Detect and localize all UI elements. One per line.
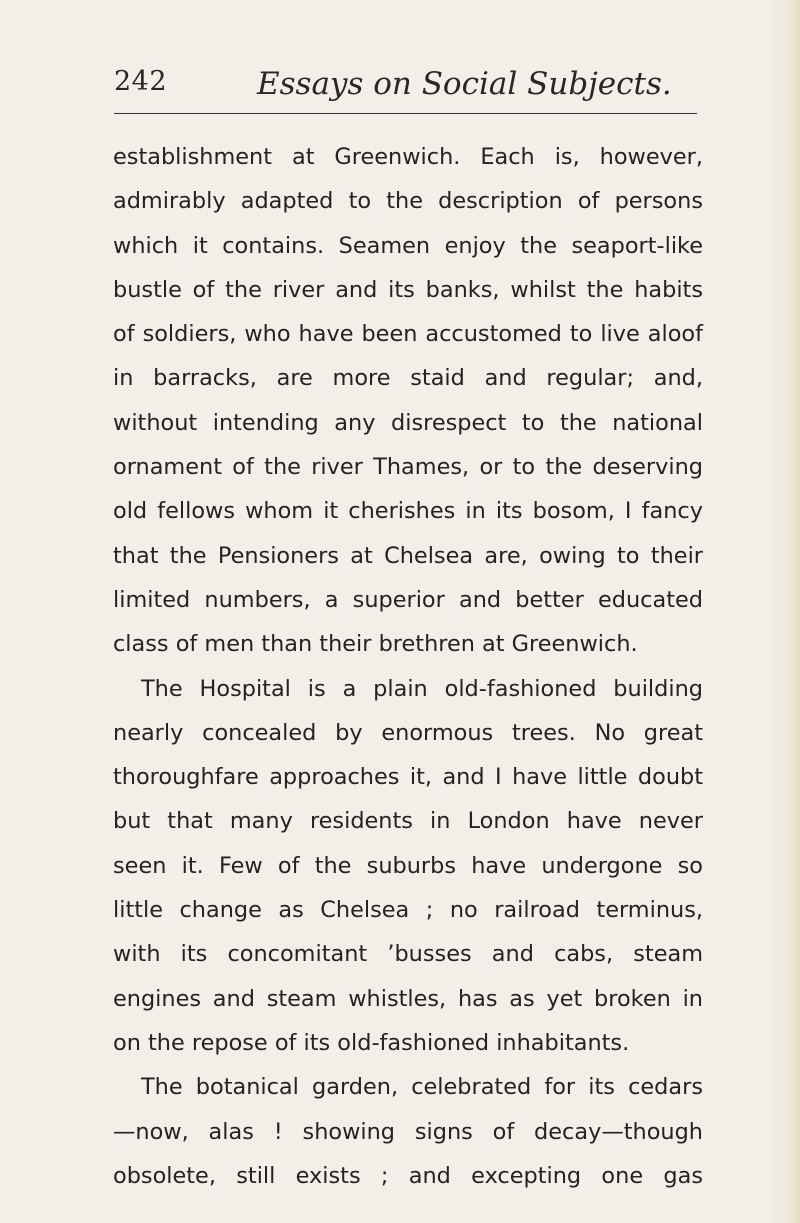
body-text	[113, 135, 703, 1198]
text-line: seen it. Few of the suburbs have undergone so	[113, 852, 703, 879]
text-line: little change as Chelsea ; no railroad terminus,	[113, 897, 703, 924]
page-header	[0, 66, 800, 106]
text-line: nearly concealed by enormous trees. No great	[113, 719, 703, 746]
text-line: obsolete, still exists ; and excepting one gas	[113, 1162, 703, 1189]
page-number: 242	[114, 66, 168, 97]
text-line: ornament of the river Thames, or to the deserving	[113, 454, 703, 481]
text-line: old fellows whom it cherishes in its bosom, I fancy	[113, 498, 703, 525]
text-line: in barracks, are more staid and regular; and,	[113, 365, 703, 392]
text-line: without intending any disrespect to the national	[113, 409, 703, 436]
text-line: class of men than their brethren at Greenwich.	[113, 631, 638, 658]
text-line: limited numbers, a superior and better educated	[113, 586, 703, 613]
text-line: thoroughfare approaches it, and I have little doubt	[113, 764, 703, 791]
header-rule	[114, 113, 697, 114]
text-line: bustle of the river and its banks, whilst the habits	[113, 276, 703, 303]
text-line: engines and steam whistles, has as yet broken in	[113, 985, 703, 1012]
text-line: —now, alas ! showing signs of decay—though	[113, 1118, 703, 1145]
text-line: of soldiers, who have been accustomed to live aloof	[113, 321, 703, 348]
text-line: with its concomitant ’busses and cabs, steam	[113, 941, 703, 968]
text-line: that the Pensioners at Chelsea are, owing to their	[113, 542, 703, 569]
text-line: which it contains. Seamen enjoy the seaport-like	[113, 232, 703, 259]
text-line: admirably adapted to the description of persons	[113, 188, 703, 215]
running-title: Essays on Social Subjects.	[257, 66, 672, 102]
text-line: on the repose of its old-fashioned inhabitants.	[113, 1029, 630, 1056]
text-line: The Hospital is a plain old-fashioned building	[141, 675, 703, 702]
text-line: The botanical garden, celebrated for its cedars	[141, 1074, 703, 1101]
text-line: establishment at Greenwich. Each is, however,	[113, 144, 703, 170]
text-line: but that many residents in London have never	[113, 808, 703, 835]
